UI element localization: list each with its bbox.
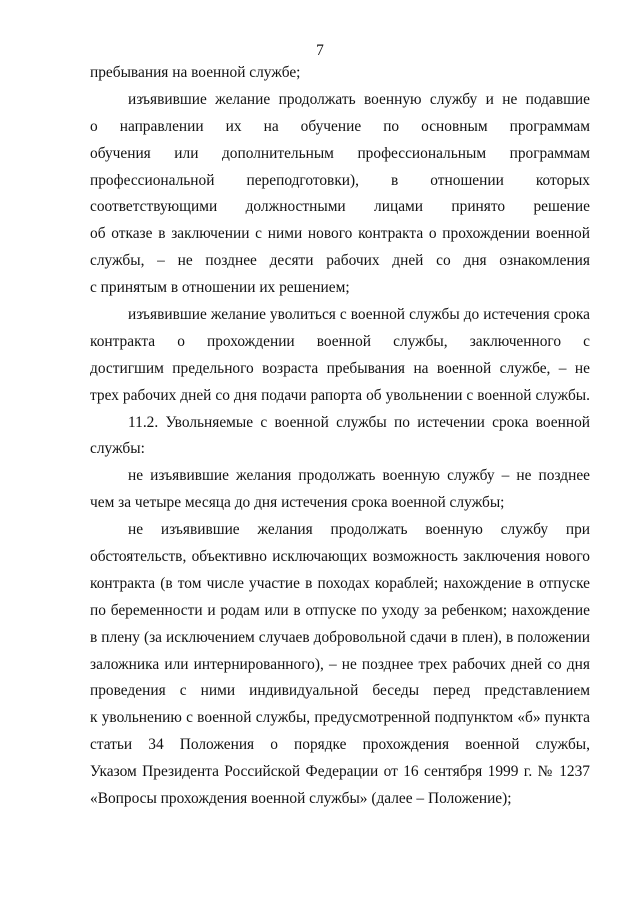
text-line: 11.2. Увольняемые с военной службы по истечении срока военной (128, 413, 590, 431)
text-line: статьи 34 Положения о порядке прохождения военной службы, (90, 736, 590, 754)
text-line: о направлении их на обучение по основным программам (90, 117, 590, 135)
text-line: обстоятельств, объективно исключающих возможность заключения нового (90, 548, 590, 566)
text-line: обучения или дополнительным профессиональным программам (90, 144, 590, 162)
text-line: соответствующими должностными лицами принято решение (90, 198, 590, 216)
text-line: заложника или интернированного), – не позднее трех рабочих дней со дня (90, 655, 590, 673)
text-line: достигшим предельного возраста пребывания на военной службе, – не (90, 359, 590, 377)
text-line: чем за четыре месяца до дня истечения срока военной службы; (90, 494, 505, 512)
text-line: к увольнению с военной службы, предусмотренной подпунктом «б» пункта (90, 709, 590, 727)
text-line: профессиональной переподготовки), в отношении которых (90, 171, 590, 189)
text-line: Указом Президента Российской Федерации от 16 сентября 1999 г. № 1237 (90, 763, 590, 781)
text-line: не изъявившие желания продолжать военную службу – не позднее (128, 467, 590, 485)
text-line: не изъявившие желания продолжать военную службу при (128, 521, 590, 539)
text-line: службы: (90, 440, 145, 458)
text-line: изъявившие желание продолжать военную службу и не подавшие (128, 90, 590, 108)
text-line: по беременности и родам или в отпуске по уходу за ребенком; нахождение (90, 601, 590, 619)
text-line: в плену (за исключением случаев добровольной сдачи в плен), в положении (90, 628, 590, 646)
text-line: пребывания на военной службе; (90, 64, 301, 81)
text-line: изъявившие желание уволиться с военной службы до истечения срока (128, 306, 590, 324)
text-line: с принятым в отношении их решением; (90, 279, 350, 297)
text-line: контракта о прохождении военной службы, заключенного с (90, 332, 590, 350)
text-line: «Вопросы прохождения военной службы» (далее – Положение); (90, 790, 512, 808)
text-line: об отказе в заключении с ними нового контракта о прохождении военной (90, 225, 590, 243)
text-line: проведения с ними индивидуальной беседы перед представлением (90, 682, 590, 700)
text-line: контракта (в том числе участие в походах кораблей; нахождение в отпуске (90, 574, 590, 592)
text-line: службы, – не позднее десяти рабочих дней со дня ознакомления (90, 252, 590, 270)
text-line: трех рабочих дней со дня подачи рапорта об увольнении с военной службы. (90, 386, 590, 404)
page-number: 7 (316, 42, 324, 59)
document-body (90, 60, 590, 813)
